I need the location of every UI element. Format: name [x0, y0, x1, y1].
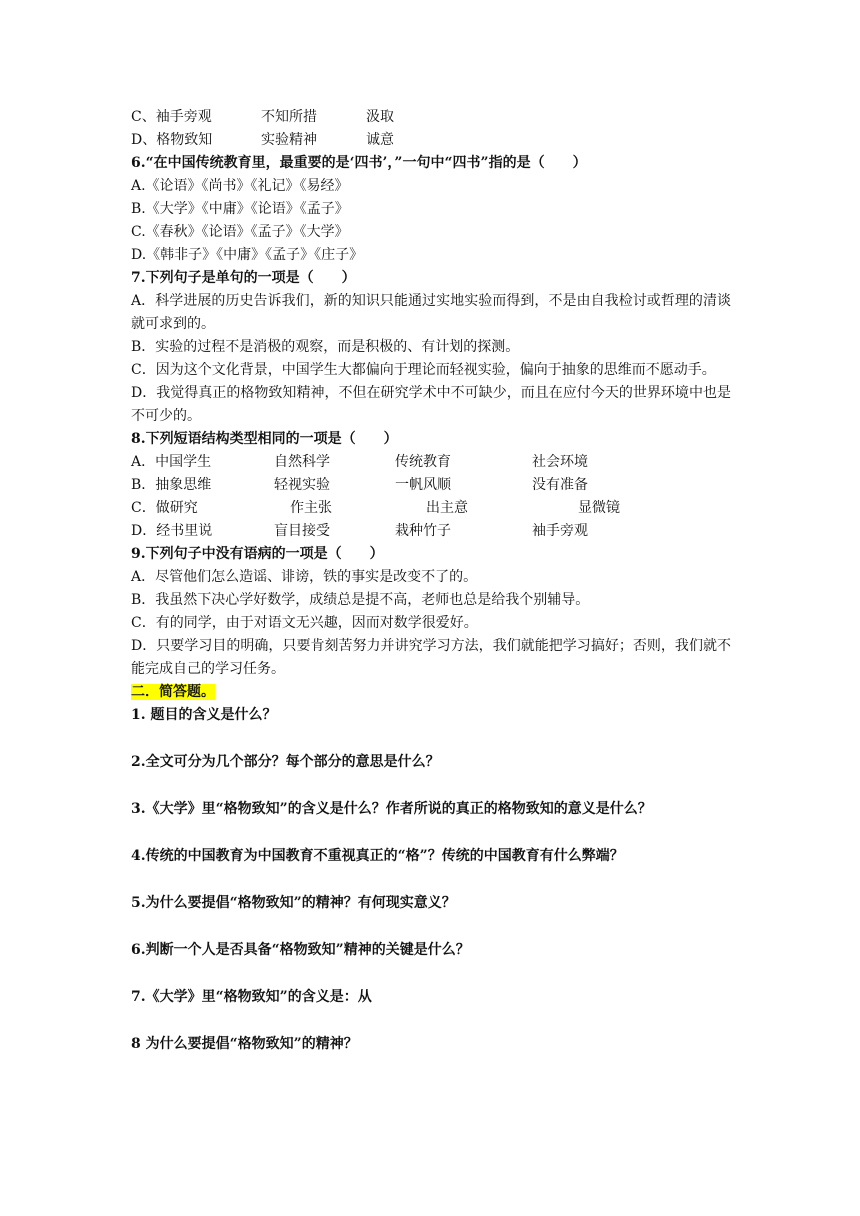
q8-option-a — [131, 451, 731, 474]
q7-option-d: D．我觉得真正的格物致知精神，不但在研究学术中不可缺少，而且在应付今天的世界环境中也是不可少的。 — [131, 385, 731, 424]
q5-c-item2: 不知所措 — [261, 109, 317, 125]
q8-d-phrase3: 栽种竹子 — [395, 523, 451, 539]
q8-option-d — [131, 520, 731, 543]
q9-option-c: C．有的同学，由于对语文无兴趣，因而对数学很爱好。 — [131, 615, 478, 631]
q8-b-phrase4: 没有准备 — [532, 477, 588, 493]
q8-option-b — [131, 474, 731, 497]
q7-option-c: C．因为这个文化背景，中国学生大都偏向于理论而轻视实验，偏向于抽象的思维而不愿动手。 — [131, 362, 716, 378]
q6-option-d: D.《韩非子》《中庸》《孟子》《庄子》 — [131, 247, 364, 263]
q8-a-phrase4: 社会环境 — [532, 454, 588, 470]
q5-option-c — [131, 106, 731, 129]
short-q2: 2.全文可分为几个部分？每个部分的意思是什么？ — [131, 754, 440, 770]
q5-d-item1: D、格物致知 — [131, 132, 213, 148]
short-q5: 5.为什么要提倡“格物致知”的精神？有何现实意义？ — [131, 895, 456, 911]
short-q7: 7.《大学》里“格物致知”的含义是：从 — [131, 989, 372, 1005]
q9-option-d: D．只要学习目的明确，只要肯刻苦努力并讲究学习方法，我们就能把学习搞好；否则，我们就不能完成自己的学习任务。 — [131, 638, 731, 677]
q8-a-phrase1: A．中国学生 — [131, 454, 212, 470]
q8-b-phrase1: B．抽象思维 — [131, 477, 212, 493]
q8-b-phrase2: 轻视实验 — [274, 477, 330, 493]
q8-d-phrase4: 袖手旁观 — [532, 523, 588, 539]
q8-c-phrase4: 显微镜 — [578, 500, 620, 516]
q8-c-phrase1: C．做研究 — [131, 500, 198, 516]
q6-option-a: A.《论语》《尚书》《礼记》《易经》 — [131, 178, 349, 194]
short-q6: 6.判断一个人是否具备“格物致知”精神的关键是什么？ — [131, 942, 470, 958]
q8-a-phrase3: 传统教育 — [395, 454, 451, 470]
q6-option-c: C.《春秋》《论语》《孟子》《大学》 — [131, 224, 349, 240]
short-q3: 3.《大学》里“格物致知”的含义是什么？作者所说的真正的格物致知的意义是什么？ — [131, 801, 652, 817]
q9-option-a: A．尽管他们怎么造谣、诽谤，铁的事实是改变不了的。 — [131, 569, 478, 585]
q8-stem: 8.下列短语结构类型相同的一项是（ ） — [131, 431, 398, 447]
q5-d-item2: 实验精神 — [261, 132, 317, 148]
q7-option-a: A．科学进展的历史告诉我们，新的知识只能通过实地实验而得到，不是由自我检讨或哲理的清谈就可求到的。 — [131, 293, 731, 332]
q5-d-item3: 诚意 — [366, 132, 394, 148]
q5-c-item1: C、袖手旁观 — [131, 109, 212, 125]
q8-b-phrase3: 一帆风顺 — [395, 477, 451, 493]
q5-c-item3: 汲取 — [366, 109, 394, 125]
q7-stem: 7.下列句子是单句的一项是（ ） — [131, 270, 356, 286]
short-q4: 4.传统的中国教育为中国教育不重视真正的“格”？传统的中国教育有什么弊端？ — [131, 848, 624, 864]
short-q1: 1. 题目的含义是什么？ — [131, 707, 277, 723]
q8-d-phrase1: D．经书里说 — [131, 523, 213, 539]
q5-option-d — [131, 129, 731, 152]
short-q8: 8 为什么要提倡“格物致知”的精神？ — [131, 1036, 358, 1052]
q8-option-c — [131, 497, 731, 520]
q8-d-phrase2: 盲目接受 — [274, 523, 330, 539]
q8-c-phrase3: 出主意 — [426, 500, 468, 516]
exam-content — [131, 106, 731, 1056]
q8-c-phrase2: 作主张 — [290, 500, 332, 516]
q9-option-b: B．我虽然下决心学好数学，成绩总是提不高，老师也总是给我个别辅导。 — [131, 592, 590, 608]
q8-a-phrase2: 自然科学 — [274, 454, 330, 470]
q9-stem: 9.下列句子中没有语病的一项是（ ） — [131, 546, 384, 562]
section2-heading: 二．简答题。 — [131, 684, 215, 700]
q6-stem: 6.“在中国传统教育里，最重要的是‘四书’，”一句中“四书”指的是（ ） — [131, 155, 587, 171]
q7-option-b: B．实验的过程不是消极的观察，而是积极的、有计划的探测。 — [131, 339, 520, 355]
q6-option-b: B.《大学》《中庸》《论语》《孟子》 — [131, 201, 349, 217]
